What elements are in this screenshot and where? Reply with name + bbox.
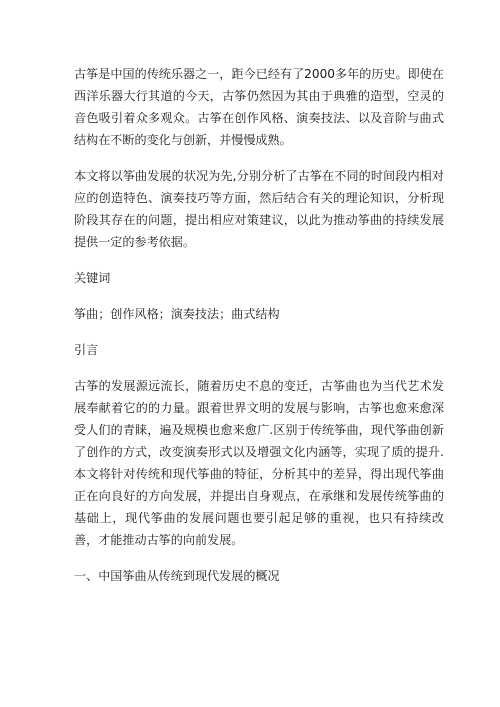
abstract-paragraph: 本文将以筝曲发展的状况为先,分别分析了古筝在不同的时间段内相对应的创造特色、演奏技巧等方面，然后结合有关的理论知识，分析现阶段其存在的问题，提出相应对策建议，以此为推动筝曲的持续发展提供一定的参考依据。 <box>74 169 444 249</box>
keywords-list: 筝曲；创作风格；演奏技法；曲式结构 <box>74 307 280 321</box>
document-body <box>74 63 444 587</box>
intro-heading: 引言 <box>74 343 99 357</box>
intro-paragraph: 古筝是中国的传统乐器之一，距今已经有了2000多年的历史。即使在西洋乐器大行其道的今天，古筝仍然因为其由于典雅的造型，空灵的音色吸引着众多观众。古筝在创作风格、演奏技法、以及音阶与曲式结构在不断的变化与创新，并慢慢成熟。 <box>74 67 444 147</box>
keywords-heading: 关键词 <box>74 271 111 285</box>
section-heading: 一、中国筝曲从传统到现代发展的概况 <box>74 569 280 583</box>
body-paragraph: 古筝的发展源远流长，随着历史不息的变迁，古筝曲也为当代艺术发展奉献着它的的力量。跟着世界文明的发展与影响，古筝也愈来愈深受人们的青睐，遍及规模也愈来愈广.区别于传统筝曲，现代筝曲创新了创作的方式，改变演奏形式以及增强文化内涵等，实现了质的提升.本文将针对传统和现代筝曲的特征，分析其中的差异，得出现代筝曲正在向良好的方向发展，并提出自身观点，在承继和发展传统筝曲的基础上，现代筝曲的发展问题也要引起足够的重视，也只有持续改善，才能推动古筝的向前发展。 <box>74 379 444 547</box>
